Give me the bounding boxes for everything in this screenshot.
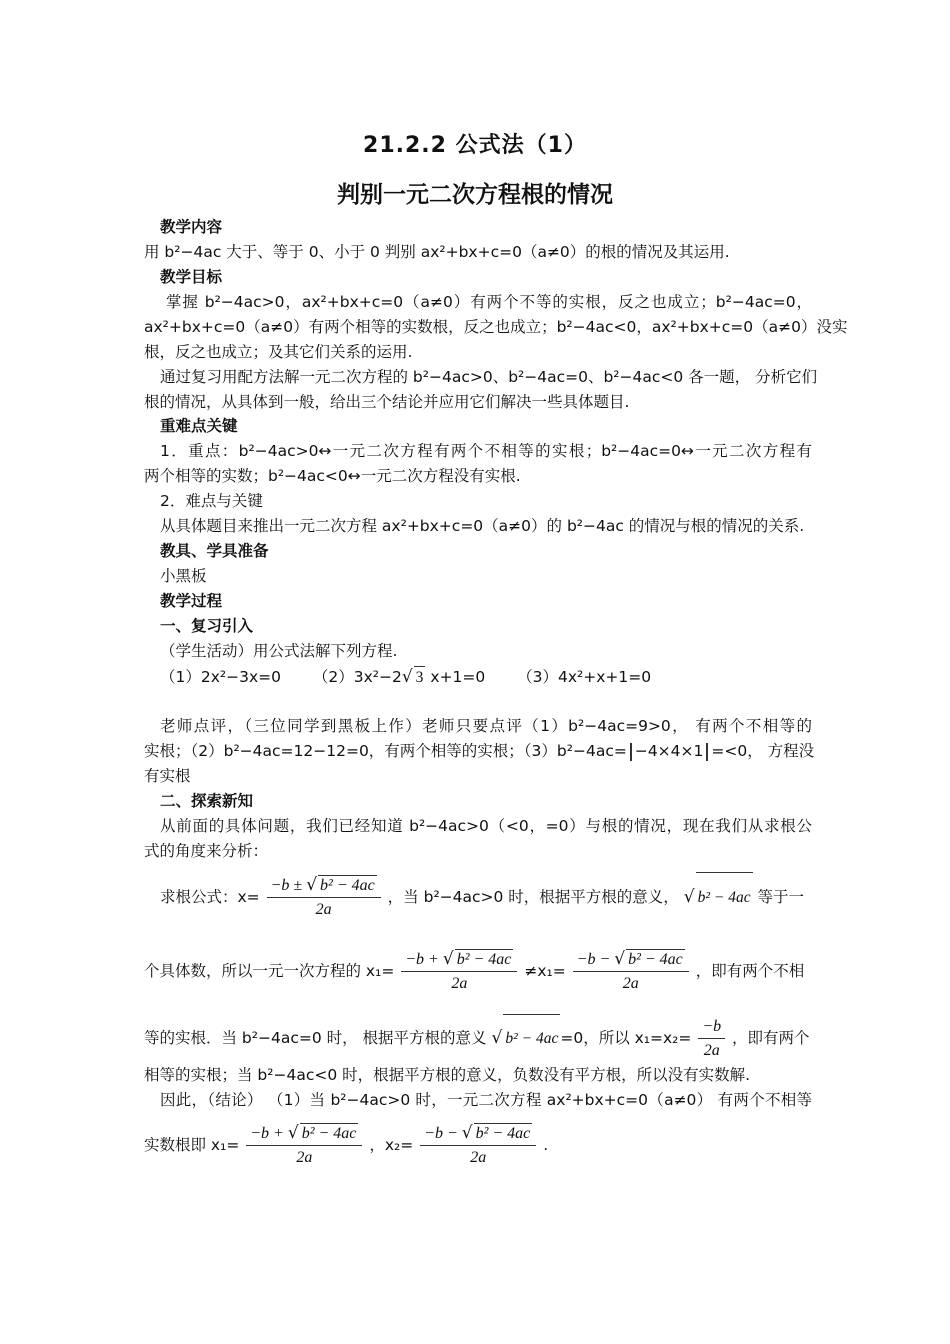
no-real-roots-line: 相等的实根；当 b²−4ac<0 时，根据平方根的意义，负数没有平方根，所以没有实数解. bbox=[144, 1066, 751, 1084]
heading-explore: 二、探索新知 bbox=[160, 792, 254, 810]
numerator bbox=[267, 875, 381, 898]
radical-sign: √ bbox=[306, 875, 318, 895]
num-prefix: −b + bbox=[250, 1125, 288, 1142]
conclusion-line: 因此，（结论） （1）当 b²−4ac>0 时，一元二次方程 ax²+bx+c=0（a≠0） 有两个不相等 bbox=[160, 1091, 812, 1109]
explore-line-1: 从前面的具体问题，我们已经知道 b²−4ac>0（<0，=0）与根的情况，现在我们从求根公 bbox=[160, 817, 812, 835]
review-para-line-1: 老师点评，（三位同学到黑板上作）老师只要点评（1）b²−4ac=9>0， 有两个不相等的 bbox=[160, 717, 812, 735]
equal-roots-line-a: 等的实根．当 b²−4ac=0 时， 根据平方根的意义 bbox=[144, 1029, 487, 1047]
equal-roots-line-b: =0，所以 x₁=x₂= bbox=[560, 1029, 692, 1047]
goal-line-3: 根，反之也成立；及其它们关系的运用. bbox=[144, 343, 413, 361]
review-equations bbox=[160, 666, 828, 689]
num-prefix: −b − bbox=[424, 1125, 462, 1142]
radical-sign: √ bbox=[401, 667, 413, 687]
numerator bbox=[246, 1123, 362, 1146]
goal-line-1: 掌握 b²−4ac>0，ax²+bx+c=0（a≠0）有两个不等的实根，反之也成立；b²−4ac=0， bbox=[166, 293, 812, 311]
goal-line-2: ax²+bx+c=0（a≠0）有两个相等的实数根，反之也成立；b²−4ac<0，ax²+bx+c=0（a≠0）没实 bbox=[144, 318, 848, 336]
heading-process: 教学过程 bbox=[160, 592, 223, 610]
key-line-1: 1．重点：b²−4ac>0↔一元二次方程有两个不相等的实根；b²−4ac=0↔一元二次方程有 bbox=[160, 442, 812, 460]
numerator bbox=[401, 949, 517, 972]
tools-text: 小黑板 bbox=[160, 567, 207, 585]
radical-sign: √ bbox=[442, 949, 454, 969]
heading-review: 一、复习引入 bbox=[160, 617, 254, 635]
equal-roots-line-c: ，即有两个 bbox=[732, 1029, 810, 1047]
discriminant: b² − 4ac bbox=[628, 951, 683, 968]
review-para-line-3: 有实根 bbox=[144, 767, 191, 785]
num-prefix: −b − bbox=[576, 951, 615, 968]
denominator: 2a bbox=[315, 901, 332, 918]
radical-sign: √ bbox=[614, 949, 626, 969]
equal-roots-line bbox=[144, 1014, 812, 1063]
heading-goal: 教学目标 bbox=[160, 268, 223, 286]
formula-line-b: ，当 b²−4ac>0 时，根据平方根的意义， bbox=[387, 888, 679, 906]
heading-tools: 教具、学具准备 bbox=[160, 542, 269, 560]
radical-sign: √ bbox=[683, 887, 695, 907]
radical-sign: √ bbox=[287, 1123, 299, 1143]
abs-bar-left bbox=[630, 743, 632, 761]
equation-2-part-a: （2）3x²−2 bbox=[312, 668, 402, 686]
equation-1: （1）2x²−3x=0 bbox=[160, 668, 281, 686]
num-prefix: −b ± bbox=[270, 877, 307, 894]
denominator: 2a bbox=[451, 975, 468, 992]
formula-line-c: 等于一 bbox=[757, 888, 805, 906]
discriminant: b² − 4ac bbox=[456, 951, 512, 968]
lesson-title: 21.2.2 公式法（1） bbox=[363, 133, 587, 158]
x2-fraction bbox=[573, 949, 689, 994]
review-para-line-2-a: 实根；（2）b²−4ac=12−12=0，有两个相等的实根；（3）b²−4ac= bbox=[144, 742, 627, 760]
denominator: 2a bbox=[296, 1149, 313, 1166]
sqrt-discriminant: b² − 4ac bbox=[696, 872, 753, 923]
x1-fraction bbox=[401, 949, 517, 994]
goal-para2-line-1: 通过复习用配方法解一元二次方程的 b²−4ac>0、b²−4ac=0、b²−4ac<0 各一题， 分析它们 bbox=[160, 368, 818, 386]
content-text: 用 b²−4ac 大于、等于 0、小于 0 判别 ax²+bx+c=0（a≠0）的根的情况及其运用. bbox=[144, 243, 730, 261]
x1-final-fraction bbox=[246, 1123, 362, 1168]
conclusion-roots-line-c: . bbox=[543, 1136, 549, 1154]
denominator: 2a bbox=[470, 1149, 487, 1166]
x2-final-fraction bbox=[420, 1123, 536, 1168]
review-para-line-2-b: −4×4×1 bbox=[634, 742, 704, 760]
review-para-line-2 bbox=[144, 740, 815, 762]
x1-x2-line-b: ≠x₁= bbox=[524, 962, 566, 980]
discriminant: b² − 4ac bbox=[475, 1125, 531, 1142]
sqrt-discriminant: b² − 4ac bbox=[503, 1014, 560, 1063]
explore-line-2: 式的角度来分析： bbox=[144, 842, 269, 860]
root-3: 3 bbox=[414, 666, 426, 689]
lesson-subtitle: 判别一元二次方程根的情况 bbox=[337, 182, 613, 208]
x1-x2-line-c: ，即有两个不相 bbox=[695, 962, 805, 980]
key-line-3: 2．难点与关键 bbox=[160, 492, 263, 510]
radical-sign: √ bbox=[461, 1123, 473, 1143]
conclusion-roots-line-a: 实数根即 x₁= bbox=[144, 1136, 240, 1154]
numerator bbox=[573, 949, 689, 972]
review-line-1: （学生活动）用公式法解下列方程. bbox=[160, 642, 398, 660]
denominator: 2a bbox=[622, 975, 639, 992]
key-line-4: 从具体题目来推出一元二次方程 ax²+bx+c=0（a≠0）的 b²−4ac 的情况与根的情况的关系. bbox=[160, 517, 805, 535]
heading-key: 重难点关键 bbox=[160, 417, 238, 435]
root-formula-fraction bbox=[267, 875, 381, 920]
discriminant: b² − 4ac bbox=[301, 1125, 357, 1142]
neg-b-over-2a-fraction bbox=[698, 1017, 725, 1061]
review-para-line-2-c: =<0， 方程没 bbox=[711, 742, 815, 760]
numerator: −b bbox=[698, 1017, 725, 1039]
x1-x2-line-a: 个具体数，所以一元一次方程的 x₁= bbox=[144, 962, 395, 980]
equation-2-part-b: x+1=0 bbox=[430, 668, 486, 686]
numerator bbox=[420, 1123, 536, 1146]
conclusion-roots-line-b: ，x₂= bbox=[369, 1136, 414, 1154]
formula-line-a: 求根公式：x= bbox=[160, 888, 260, 906]
num-prefix: −b + bbox=[405, 951, 443, 968]
discriminant: b² − 4ac bbox=[320, 877, 375, 894]
heading-content: 教学内容 bbox=[160, 218, 223, 236]
radical-sign: √ bbox=[491, 1028, 503, 1048]
x1-x2-line bbox=[144, 946, 812, 996]
equation-3: （3）4x²+x+1=0 bbox=[517, 668, 652, 686]
abs-bar-right bbox=[706, 743, 708, 761]
key-line-2: 两个相等的实数；b²−4ac<0↔一元二次方程没有实根. bbox=[144, 467, 521, 485]
conclusion-roots-line bbox=[144, 1120, 812, 1170]
denominator: 2a bbox=[703, 1041, 720, 1059]
formula-line bbox=[160, 872, 828, 923]
goal-para2-line-2: 根的情况，从具体到一般，给出三个结论并应用它们解决一些具体题目. bbox=[144, 393, 630, 411]
